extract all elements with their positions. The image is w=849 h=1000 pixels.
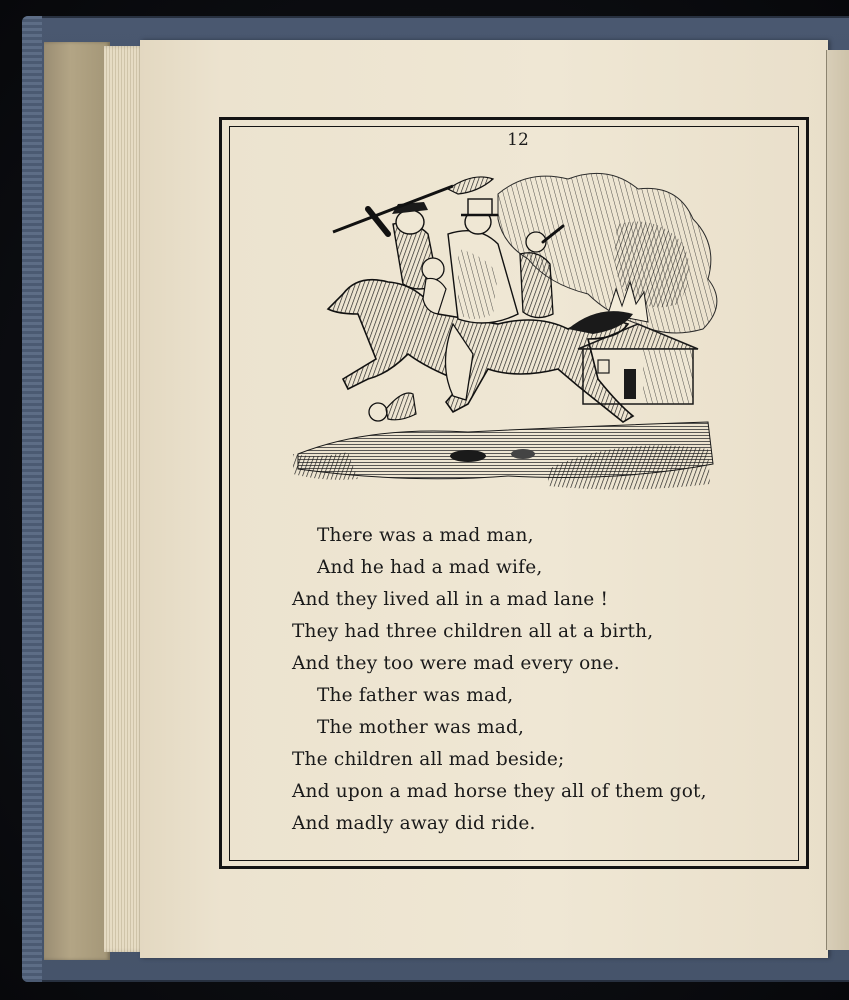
poem-line: The father was mad,	[317, 685, 514, 706]
poem-line: The mother was mad,	[317, 717, 525, 738]
poem-line: And madly away did ride.	[292, 813, 536, 834]
cover-spine	[22, 16, 42, 982]
poem-line: And upon a mad horse they all of them got,	[292, 781, 707, 802]
facing-page-edge	[826, 50, 849, 950]
endpaper	[44, 42, 110, 960]
poem-line: And he had a mad wife,	[317, 557, 543, 578]
woodcut-illustration	[288, 164, 728, 504]
poem-line: And they too were mad every one.	[292, 653, 620, 674]
poem-line: They had three children all at a birth,	[292, 621, 654, 642]
poem-line: There was a mad man,	[317, 525, 534, 546]
poem	[292, 520, 772, 840]
ground	[293, 422, 713, 490]
poem-line: The children all mad beside;	[292, 749, 565, 770]
page-number: 12	[507, 130, 529, 150]
poem-line: And they lived all in a mad lane !	[292, 589, 609, 610]
